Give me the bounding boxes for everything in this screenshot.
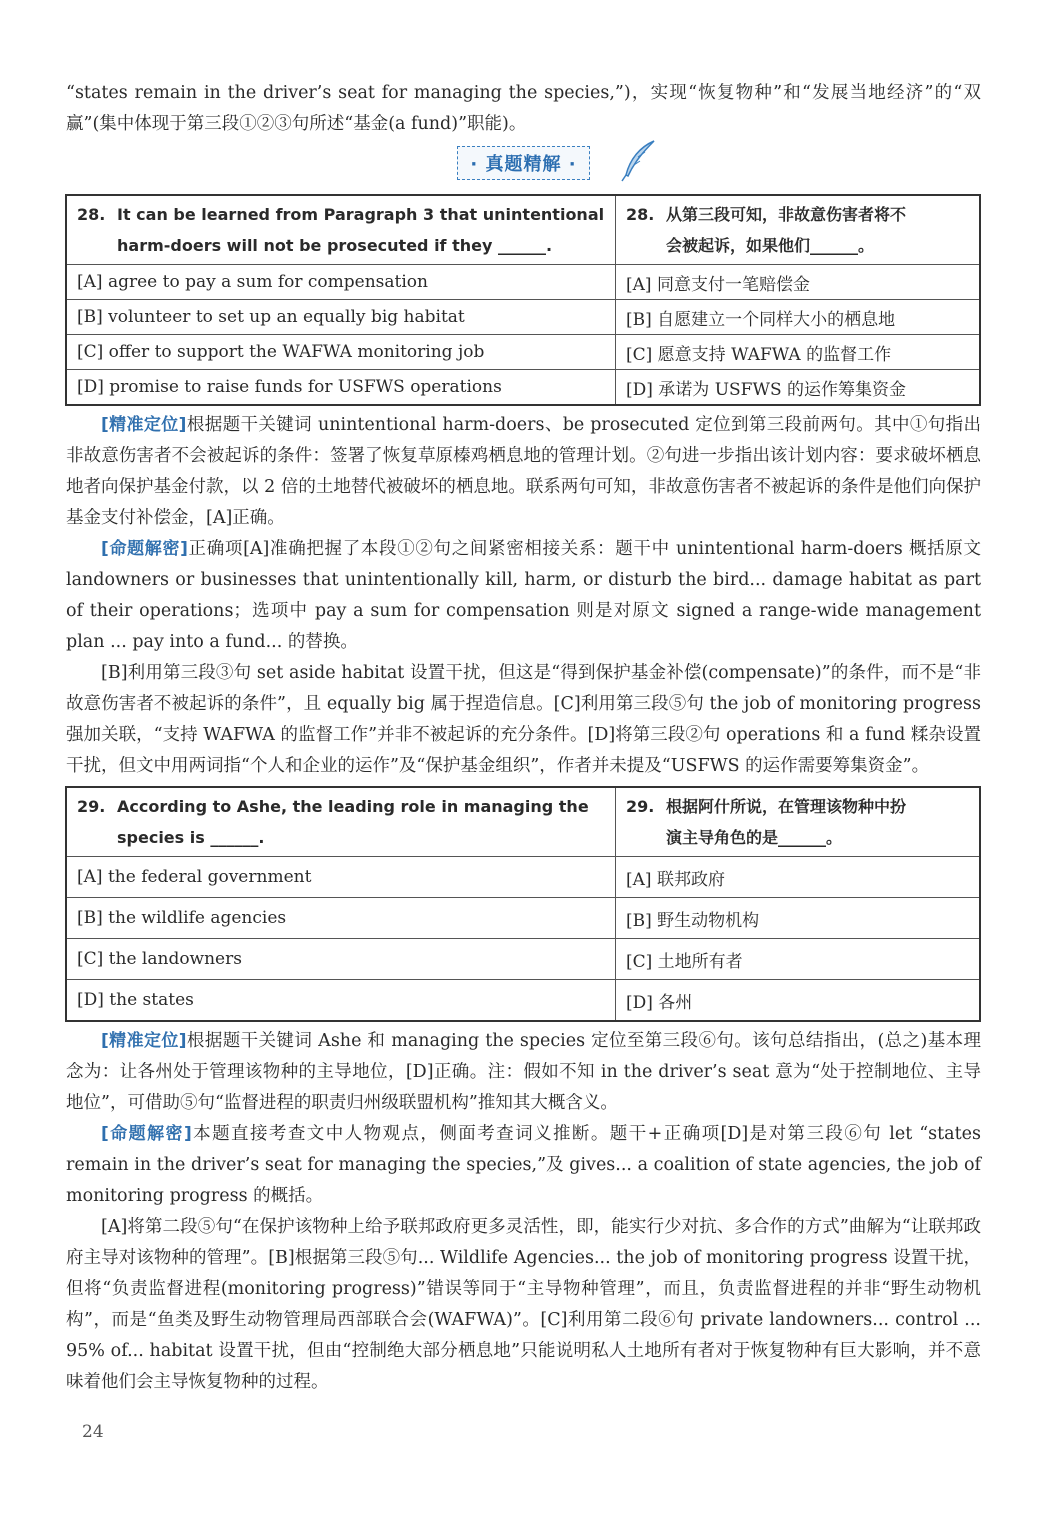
q28-option-a: [A] agree to pay a sum for compensation [A] 同意支付一笔赔偿金 xyxy=(66,265,980,300)
q29-locate-tag: [精准定位] xyxy=(101,1031,187,1051)
q28-locate-paragraph: [精准定位]根据题干关键词 unintentional harm-doers、be prosecuted 定位到第三段前两句。其中①句指出非故意伤害者不会被起诉的条件：签署了恢复草原榛鸡栖息地的管理计划。②句进一步指出该计划内容：要求破坏栖息地者向保护基金付款，以 2 倍的土地替代被破坏的栖息地。联系两句可知，非故意伤害者不被起诉的条件是他们向保护基金支付补偿金，[A]正确。 xyxy=(66,415,981,528)
quill-pen-icon xyxy=(618,139,658,183)
q29-option-b: [B] the wildlife agencies [B] 野生动物机构 xyxy=(66,898,980,939)
q28-table xyxy=(65,194,981,406)
q29-option-d: [D] the states [D] 各州 xyxy=(66,980,980,1022)
q29-distractor-paragraph: [A]将第二段⑤句“在保护该物种上给予联邦政府更多灵活性，即，能实行少对抗、多合作的方式”曲解为“让联邦政府主导对该物种的管理”。[B]根据第三段⑤句... Wildlife Agencies... the job of monitoring progress 设置干扰，但将“负责监督进程(monitoring progress)”错误等同于“主导物种管理”，而且，负责监督进程的并非“野生动物机构”，而是“鱼类及野生动物管理局西部联合会(WAFWA)”。[C]利用第二段⑥句 private landowners... control ... 95% of... habitat 设置干扰，但由“控制绝大部分栖息地”只能说明私人土地所有者对于恢复物种有巨大影响，并不意味着他们会主导恢复物种的过程。 xyxy=(66,1217,981,1392)
page-content xyxy=(66,78,981,1398)
q28-stem-cn: 28. 从第三段可知，非故意伤害者将不 会被起诉，如果他们______。 xyxy=(616,195,981,265)
q28-option-c: [C] offer to support the WAFWA monitoring job [C] 愿意支持 WAFWA 的监督工作 xyxy=(66,335,980,370)
q29-stem-en: 29. According to Ashe, the leading role in managing the species is ______. xyxy=(66,787,616,857)
section-banner-wrap xyxy=(66,146,981,184)
q29-option-c: [C] the landowners [C] 土地所有者 xyxy=(66,939,980,980)
q28-stem-en: 28. It can be learned from Paragraph 3 that unintentional harm-doers will not be prosecuted if they ______. xyxy=(66,195,616,265)
section-banner-label: · 真题精解 · xyxy=(470,154,577,175)
q29-decode-paragraph: [命题解密]本题直接考查文中人物观点，侧面考查词义推断。题干+正确项[D]是对第三段⑥句 let “states remain in the driver’s seat for managing the species,”及 gives... a coalition of state agencies, the job of monitoring progress 的概括。 xyxy=(66,1124,981,1206)
q28-option-b: [B] volunteer to set up an equally big habitat [B] 自愿建立一个同样大小的栖息地 xyxy=(66,300,980,335)
q29-decode-tag: [命题解密] xyxy=(101,1124,192,1144)
q29-table xyxy=(65,786,981,1022)
q29-stem-cn: 29. 根据阿什所说，在管理该物种中扮 演主导角色的是______。 xyxy=(616,787,981,857)
intro-paragraph: “states remain in the driver’s seat for managing the species,”)，实现“恢复物种”和“发展当地经济”的“双赢”(集中体现于第三段①②③句所述“基金(a fund)”职能)。 xyxy=(66,83,981,134)
section-banner xyxy=(457,146,589,180)
page-number: 24 xyxy=(82,1422,104,1442)
q29-locate-paragraph: [精准定位]根据题干关键词 Ashe 和 managing the species 定位至第三段⑥句。该句总结指出，(总之)基本理念为：让各州处于管理该物种的主导地位，[D]正确。注：假如不知 in the driver’s seat 意为“处于控制地位、主导地位”，可借助⑤句“监督进程的职责归州级联盟机构”推知其大概含义。 xyxy=(66,1031,981,1113)
q28-distractor-paragraph: [B]利用第三段③句 set aside habitat 设置干扰，但这是“得到保护基金补偿(compensate)”的条件，而不是“非故意伤害者不被起诉的条件”，且 equally big 属于捏造信息。[C]利用第三段⑤句 the job of monitoring progress 强加关联，“支持 WAFWA 的监督工作”并非不被起诉的充分条件。[D]将第三段②句 operations 和 a fund 糅杂设置干扰，但文中用两词指“个人和企业的运作”及“保护基金组织”，作者并未提及“USFWS 的运作需要筹集资金”。 xyxy=(66,663,981,776)
q28-locate-tag: [精准定位] xyxy=(101,415,187,435)
q28-option-d: [D] promise to raise funds for USFWS operations [D] 承诺为 USFWS 的运作筹集资金 xyxy=(66,370,980,406)
q28-decode-paragraph: [命题解密]正确项[A]准确把握了本段①②句之间紧密相接关系：题干中 unintentional harm-doers 概括原文 landowners or businesses that unintentionally kill, harm, or disturb the bird... damage habitat as part of their operations；选项中 pay a sum for compensation 则是对原文 signed a range-wide management plan ... pay into a fund... 的替换。 xyxy=(66,539,981,652)
q28-decode-tag: [命题解密] xyxy=(101,539,188,559)
q29-option-a: [A] the federal government [A] 联邦政府 xyxy=(66,857,980,898)
